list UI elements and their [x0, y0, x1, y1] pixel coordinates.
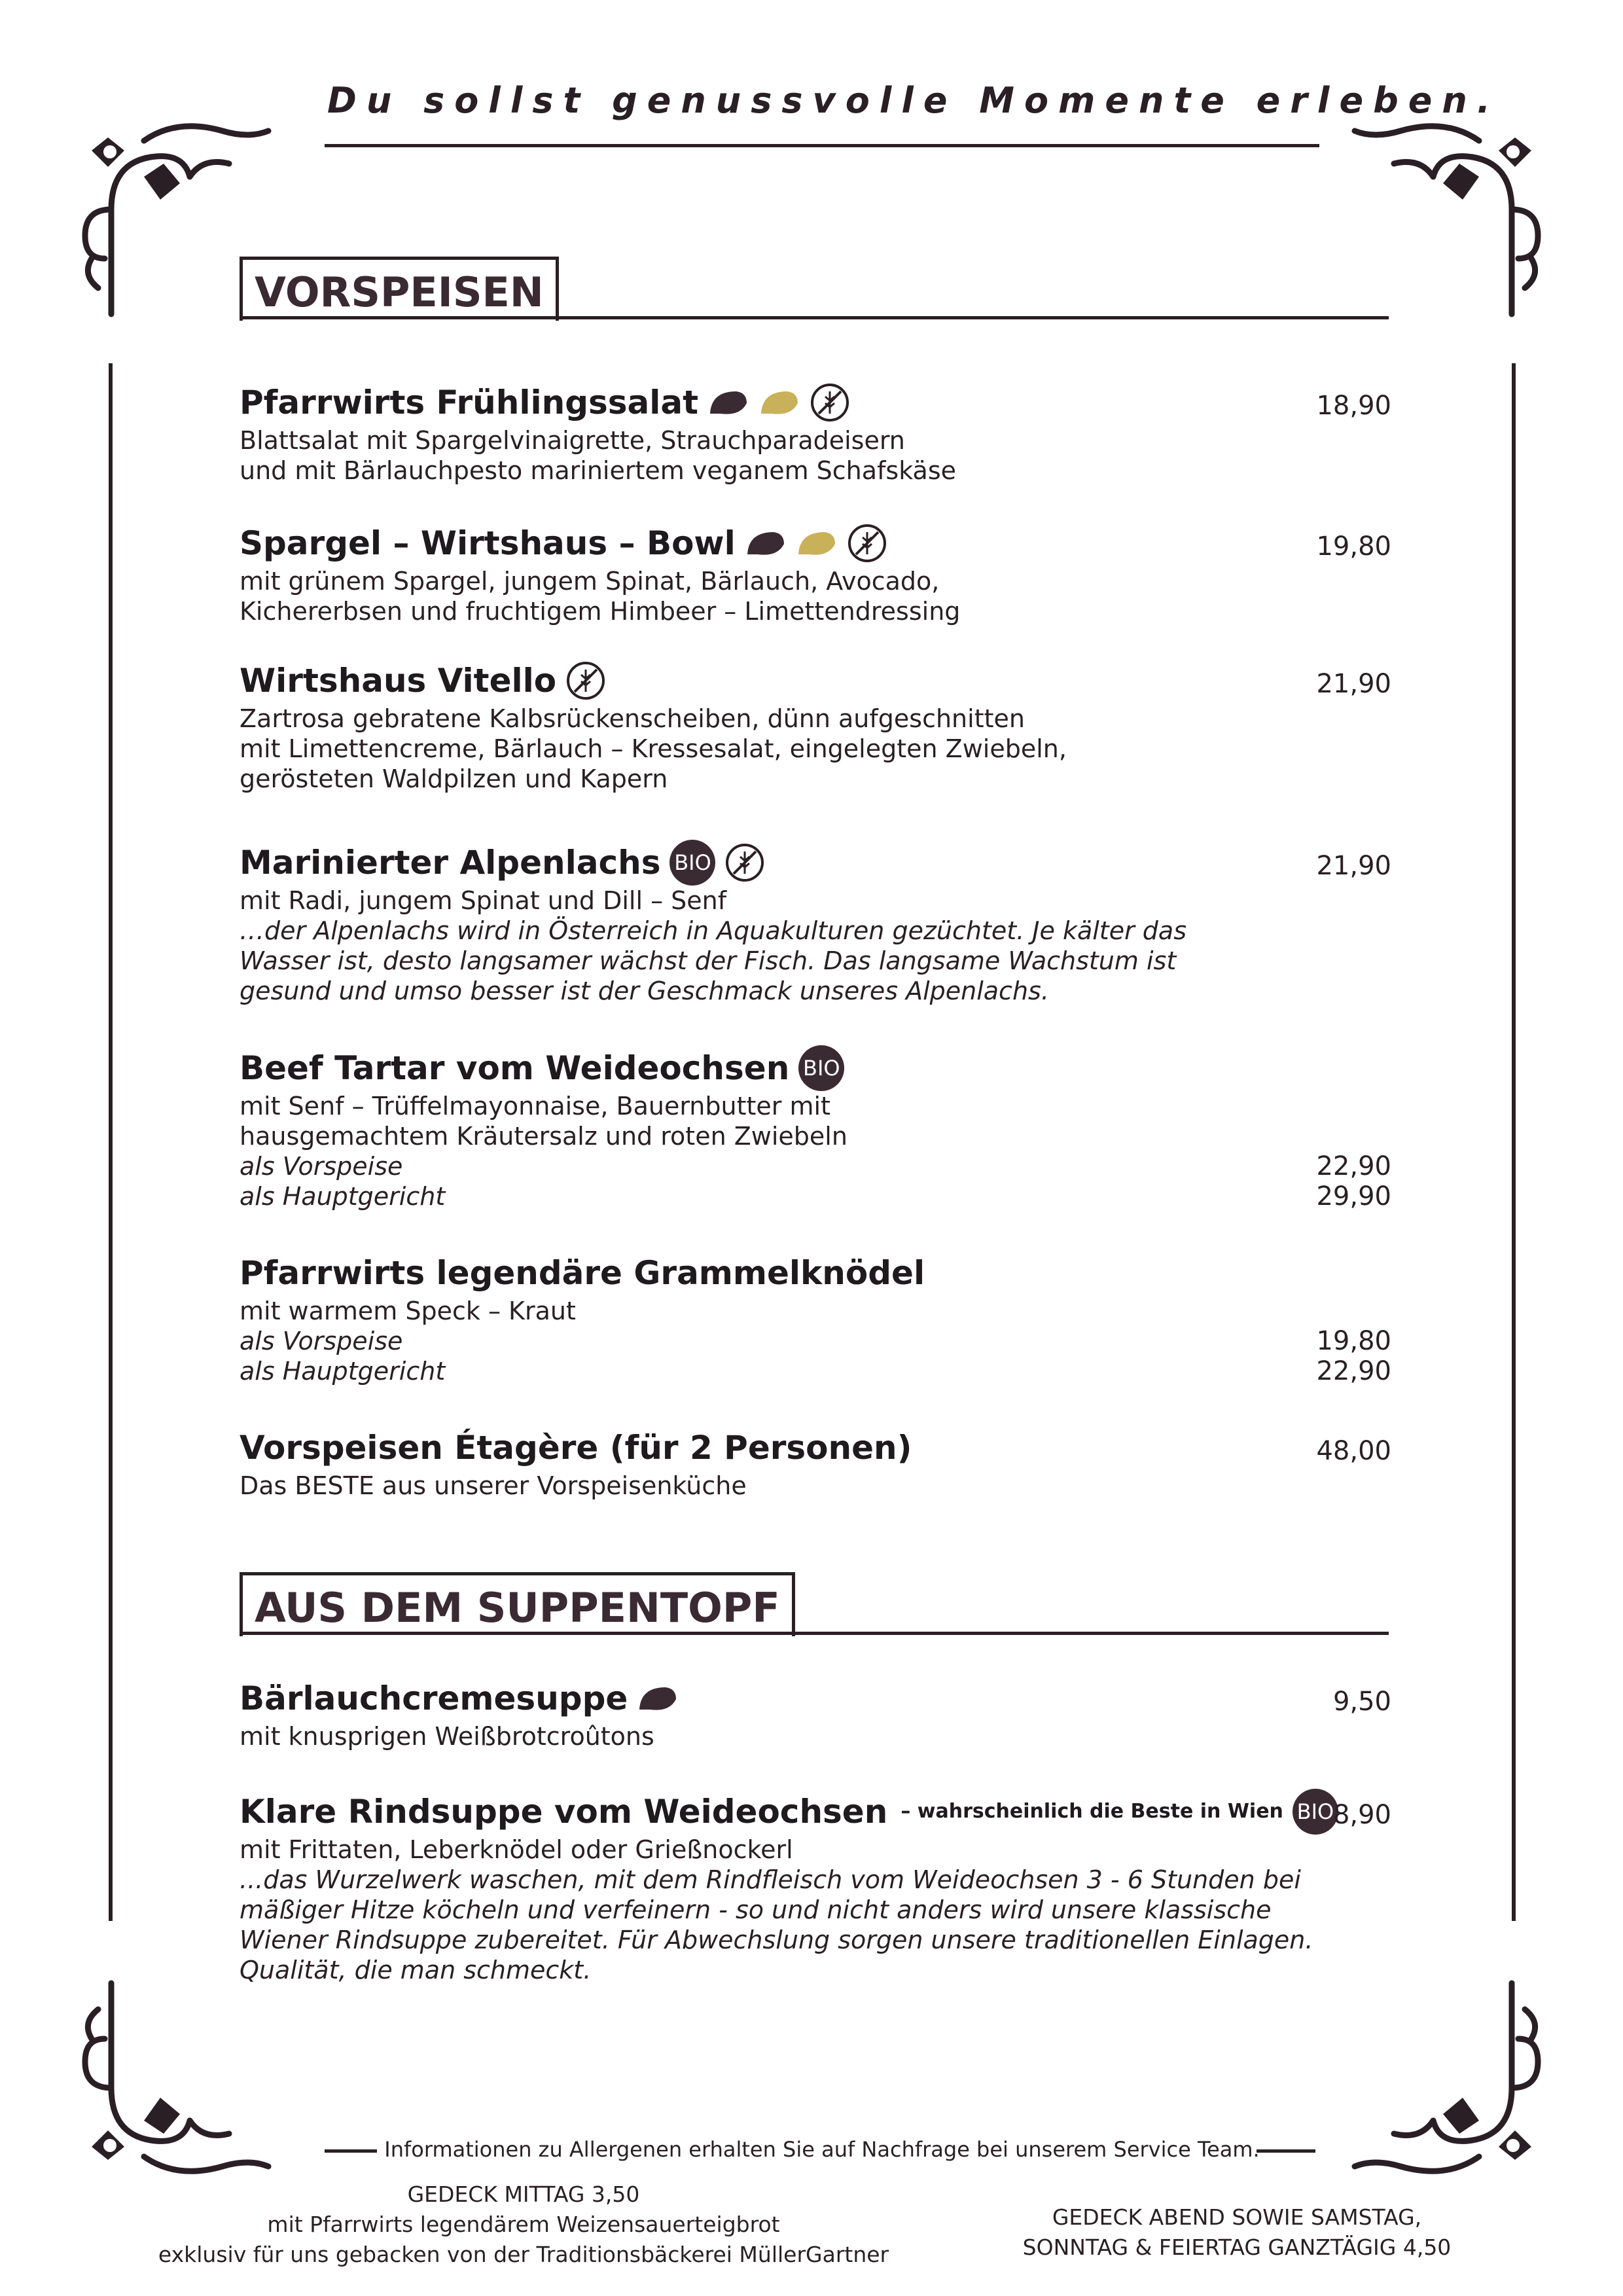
- item-price: 21,90: [1316, 669, 1391, 699]
- item-description: mit Radi, jungem Spinat und Dill – Senf: [240, 886, 727, 915]
- item-description: mit Frittaten, Leberknödel oder Grießnockerl: [240, 1835, 793, 1864]
- gluten-free-icon: [724, 842, 765, 883]
- menu-item: [240, 1045, 1391, 1211]
- variant-label: als Hauptgericht: [240, 1182, 446, 1211]
- item-name: Pfarrwirts legendäre Grammelknödel: [240, 1254, 925, 1292]
- ornament-bottom-right-icon: [1342, 1977, 1551, 2186]
- menu-item: [240, 1676, 1391, 1751]
- item-variant: [240, 1151, 1391, 1181]
- variant-label: als Hauptgericht: [240, 1357, 446, 1386]
- gluten-free-icon: [810, 382, 850, 423]
- frame-right-line: [1512, 363, 1516, 1921]
- item-name: Klare Rindsuppe vom Weideochsen: [240, 1793, 888, 1831]
- item-name: Pfarrwirts Frühlingssalat: [240, 384, 699, 422]
- item-description: Das BESTE aus unserer Vorspeisenküche: [240, 1471, 747, 1500]
- item-description: hausgemachtem Kräutersalz und roten Zwiebeln: [240, 1122, 847, 1151]
- cover-charge-line: exklusiv für uns gebacken von der Traditionsbäckerei MüllerGartner: [158, 2242, 889, 2267]
- cover-charge-line: mit Pfarrwirts legendärem Weizensauerteigbrot: [267, 2212, 780, 2237]
- vegan-leaf-icon: [637, 1683, 679, 1713]
- section-heading-vorspeisen: VORSPEISEN: [240, 257, 559, 321]
- motto-underline: [325, 144, 1319, 147]
- variant-label: als Vorspeise: [240, 1152, 403, 1181]
- item-note: ...das Wurzelwerk waschen, mit dem Rindfleisch vom Weideochsen 3 - 6 Stunden bei: [240, 1865, 1301, 1894]
- cover-charge-lunch: [98, 2179, 949, 2270]
- cover-charge-line: GEDECK MITTAG 3,50: [407, 2181, 640, 2207]
- allergen-info: Informationen zu Allergenen erhalten Sie auf Nachfrage bei unserem Service Team.: [384, 2137, 1260, 2162]
- menu-item: [240, 1789, 1391, 1985]
- cover-charge-line: SONNTAG & FEIERTAG GANZTÄGIG 4,50: [1022, 2234, 1452, 2260]
- menu-item: [240, 380, 1391, 486]
- item-note: Qualität, die man schmeckt.: [240, 1956, 592, 1984]
- item-description: gerösteten Waldpilzen und Kapern: [240, 764, 668, 793]
- item-description: Zartrosa gebratene Kalbsrückenscheiben, dünn aufgeschnitten: [240, 704, 1025, 733]
- ornament-top-right-icon: [1342, 111, 1551, 321]
- variant-price: 22,90: [1316, 1151, 1391, 1181]
- section-heading-suppentopf: AUS DEM SUPPENTOPF: [240, 1572, 795, 1636]
- item-price: 18,90: [1316, 391, 1391, 421]
- item-price: 8,90: [1332, 1800, 1391, 1830]
- item-name: Spargel – Wirtshaus – Bowl: [240, 524, 736, 562]
- item-description: Blattsalat mit Spargelvinaigrette, Strauchparadeisern: [240, 426, 905, 455]
- vegan-leaf-icon: [707, 387, 749, 418]
- menu-item: [240, 1250, 1391, 1386]
- item-variant: [240, 1326, 1391, 1356]
- vegan-leaf-icon: [745, 528, 787, 558]
- ornament-bottom-left-icon: [72, 1977, 281, 2186]
- item-description: mit Senf – Trüffelmayonnaise, Bauernbutter mit: [240, 1092, 830, 1121]
- item-price: 19,80: [1316, 531, 1391, 562]
- item-variant: [240, 1181, 1391, 1211]
- item-note: mäßiger Hitze köcheln und verfeinern - so und nicht anders wird unsere klassische: [240, 1895, 1272, 1924]
- item-description: mit warmem Speck – Kraut: [240, 1297, 576, 1325]
- item-name: Beef Tartar vom Weideochsen: [240, 1049, 790, 1087]
- section-rule: [240, 1632, 1389, 1635]
- menu-item: [240, 840, 1391, 1006]
- menu-item: [240, 658, 1391, 794]
- section-rule: [240, 316, 1389, 319]
- page-motto: Du sollst genussvolle Momente erleben.: [327, 80, 1501, 121]
- vegetarian-leaf-icon: [758, 387, 800, 418]
- item-note: gesund und umso besser ist der Geschmack unseres Alpenlachs.: [240, 977, 1049, 1005]
- frame-left-line: [109, 363, 113, 1921]
- item-variant: [240, 1356, 1391, 1386]
- item-description: mit Limettencreme, Bärlauch – Kressesalat, eingelegten Zwiebeln,: [240, 734, 1067, 763]
- menu-item: [240, 520, 1391, 626]
- item-name: Bärlauchcremesuppe: [240, 1679, 628, 1717]
- item-note: Wiener Rindsuppe zubereitet. Für Abwechslung sorgen unsere traditionellen Einlagen.: [240, 1926, 1313, 1954]
- bio-icon: BIO: [798, 1045, 844, 1091]
- menu-item: [240, 1425, 1391, 1501]
- item-description: mit knusprigen Weißbrotcroûtons: [240, 1722, 654, 1751]
- cover-charge-evening: [942, 2202, 1531, 2263]
- gluten-free-icon: [565, 660, 606, 701]
- item-note: Wasser ist, desto langsamer wächst der Fisch. Das langsame Wachstum ist: [240, 946, 1177, 975]
- bio-icon: BIO: [669, 840, 715, 886]
- item-tagline: – wahrscheinlich die Beste in Wien: [901, 1800, 1283, 1823]
- variant-price: 19,80: [1316, 1326, 1391, 1356]
- item-name: Marinierter Alpenlachs: [240, 844, 661, 882]
- variant-price: 22,90: [1316, 1356, 1391, 1386]
- variant-label: als Vorspeise: [240, 1327, 403, 1355]
- item-price: 9,50: [1332, 1687, 1391, 1717]
- item-price: 21,90: [1316, 851, 1391, 881]
- item-name: Vorspeisen Étagère (für 2 Personen): [240, 1429, 912, 1467]
- item-price: 48,00: [1316, 1436, 1391, 1466]
- cover-charge-line: GEDECK ABEND SOWIE SAMSTAG,: [1052, 2204, 1422, 2230]
- bio-icon: BIO: [1293, 1789, 1338, 1835]
- item-note: …der Alpenlachs wird in Österreich in Aquakulturen gezüchtet. Je kälter das: [240, 916, 1186, 945]
- vegetarian-leaf-icon: [796, 528, 838, 558]
- item-description: mit grünem Spargel, jungem Spinat, Bärlauch, Avocado,: [240, 567, 940, 596]
- gluten-free-icon: [847, 523, 887, 564]
- variant-price: 29,90: [1316, 1181, 1391, 1211]
- item-name: Wirtshaus Vitello: [240, 662, 557, 700]
- item-description: und mit Bärlauchpesto mariniertem veganem Schafskäse: [240, 456, 957, 485]
- item-description: Kichererbsen und fruchtigem Himbeer – Limettendressing: [240, 597, 961, 626]
